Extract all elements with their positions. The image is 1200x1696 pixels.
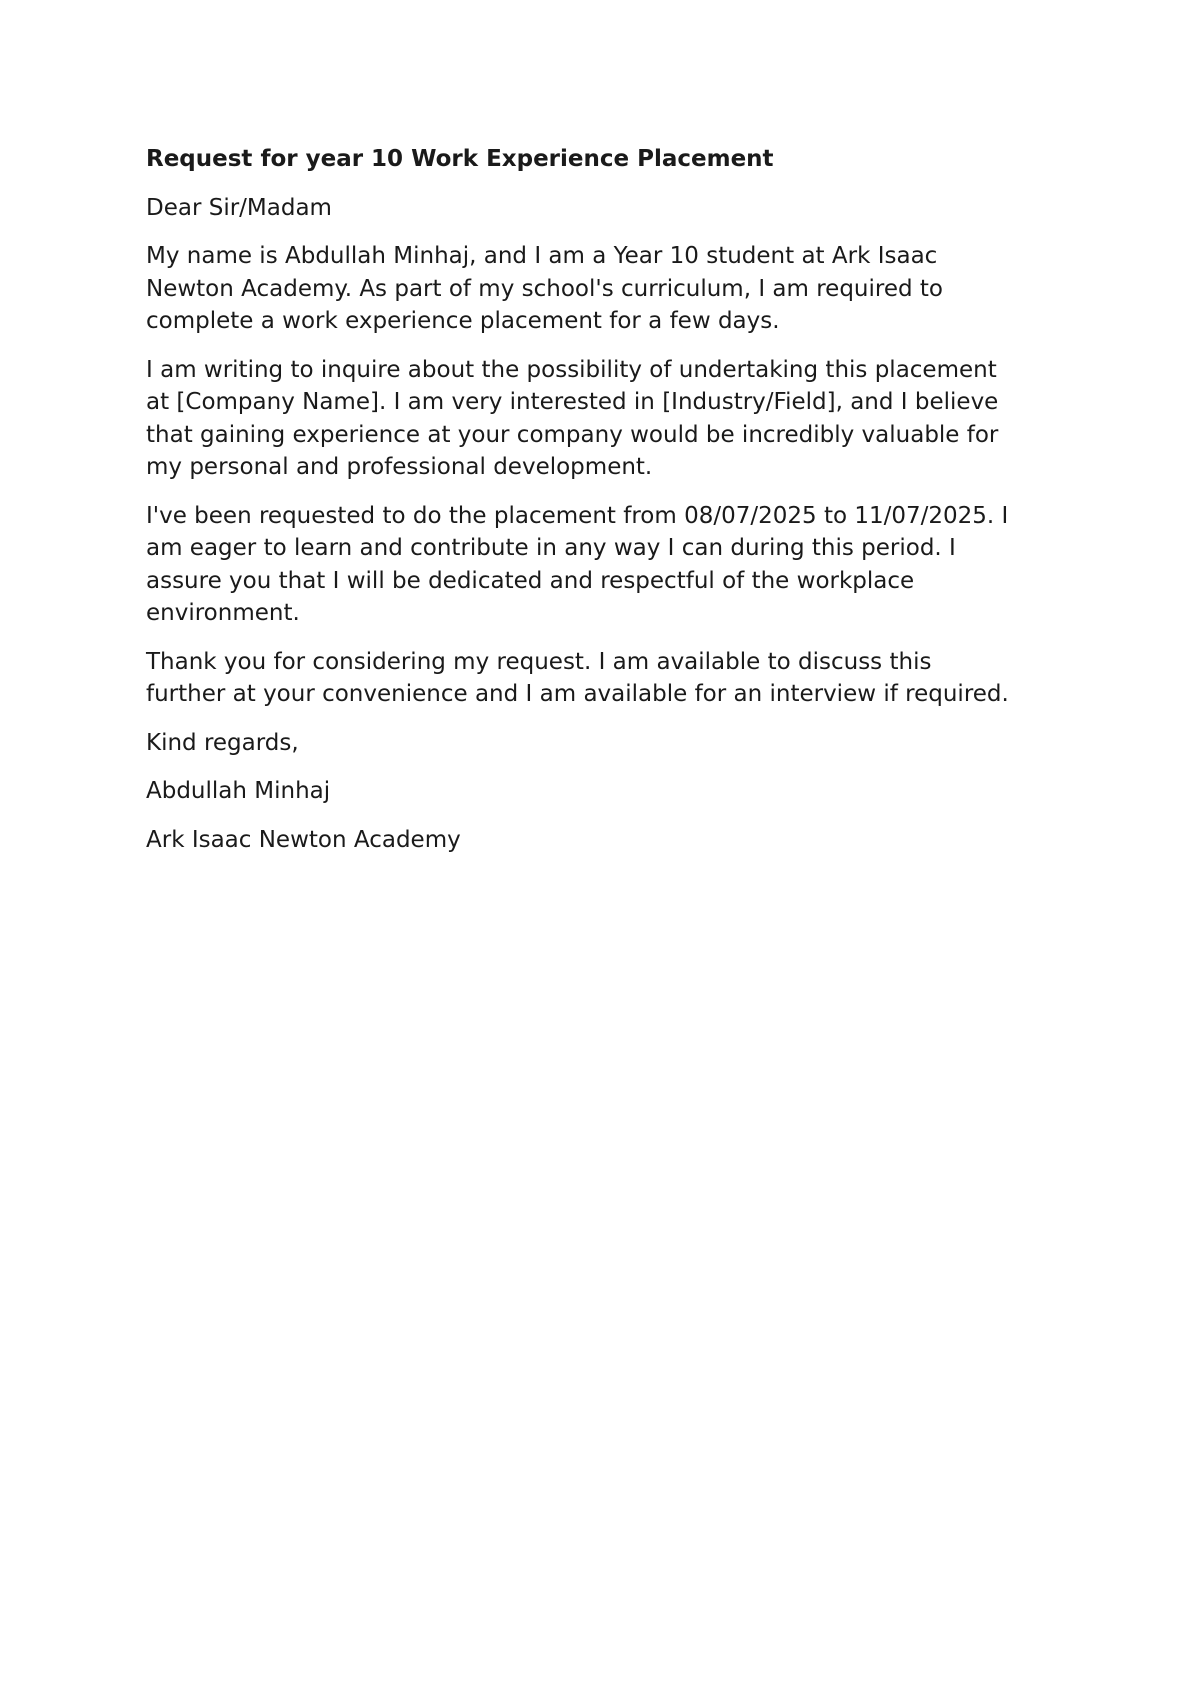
letter-title: Request for year 10 Work Experience Placement [146,146,774,172]
signature-name: Abdullah Minhaj [146,778,331,804]
letter-paragraph-2: I am writing to inquire about the possibility of undertaking this placement at [Company Name]. I am very interested in [Industry/Field], and I believe that gaining experience at your company would be incredibly valuable for my personal and professional development. [146,356,999,480]
letter-salutation: Dear Sir/Madam [146,194,332,221]
letter-closing: Kind regards, [146,729,299,756]
letter-paragraph-4: Thank you for considering my request. I am available to discuss this further at your convenience and I am available for an interview if required. [146,648,1009,707]
letter-paragraph-3: I've been requested to do the placement from 08/07/2025 to 11/07/2025. I am eager to learn and contribute in any way I can during this period. I assure you that I will be dedicated and respectful of the workplace environment. [146,502,1009,626]
signature-organization: Ark Isaac Newton Academy [146,826,461,853]
letter-body [146,143,1086,872]
letter-paragraph-1: My name is Abdullah Minhaj, and I am a Year 10 student at Ark Isaac Newton Academy. As part of my school's curriculum, I am required to complete a work experience placement for a few days. [146,243,944,334]
